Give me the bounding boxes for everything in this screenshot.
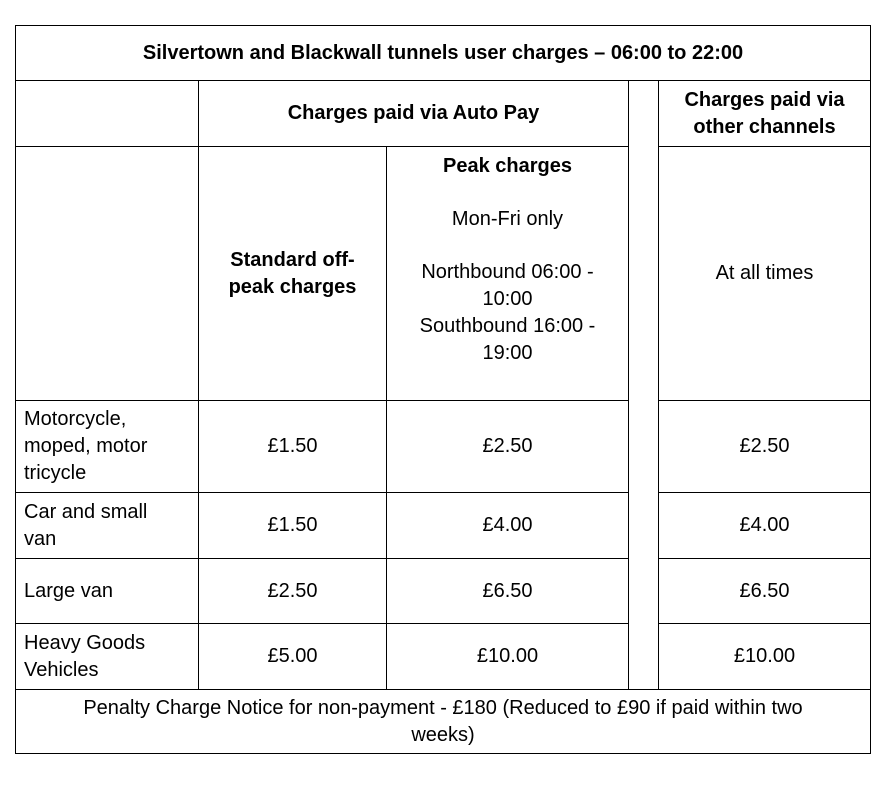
separator-column: [628, 80, 659, 690]
table-cell: £4.00: [658, 492, 871, 559]
table-title-text: Silvertown and Blackwall tunnels user charges – 06:00 to 22:00: [142, 41, 744, 64]
table-cell: £4.00: [386, 492, 629, 559]
standard-offpeak-header: Standard off- peak charges: [198, 146, 387, 401]
peak-days: Mon-Fri only: [451, 208, 564, 230]
vehicle-hgv: Heavy Goods Vehicles: [15, 623, 199, 690]
table-cell: £10.00: [386, 623, 629, 690]
peak-charges-header: Peak charges Mon-Fri only Northbound 06:00 - 10:00 Southbound 16:00 - 19:00: [386, 146, 629, 401]
peak-title: Peak charges: [443, 155, 572, 177]
empty-vehicle-header-cell: [15, 146, 199, 401]
empty-header-cell: [15, 80, 199, 147]
table-cell: £6.50: [658, 558, 871, 624]
table-cell: £2.50: [386, 400, 629, 493]
other-channels-times: At all times: [658, 146, 871, 401]
table-cell: £1.50: [198, 492, 387, 559]
table-cell: £1.50: [198, 400, 387, 493]
vehicle-large-van: Large van: [15, 558, 199, 624]
vehicle-car: Car and small van: [15, 492, 199, 559]
penalty-notice: Penalty Charge Notice for non-payment - £180 (Reduced to £90 if paid within two weeks): [15, 689, 871, 754]
table-title: [15, 25, 871, 81]
table-cell: £6.50: [386, 558, 629, 624]
table-cell: £2.50: [198, 558, 387, 624]
table-cell: £10.00: [658, 623, 871, 690]
table-cell: £5.00: [198, 623, 387, 690]
table-cell: £2.50: [658, 400, 871, 493]
autopay-header: Charges paid via Auto Pay: [198, 80, 629, 147]
vehicle-motorcycle: Motorcycle, moped, motor tricycle: [15, 400, 199, 493]
other-channels-header: Charges paid via other channels: [658, 80, 871, 147]
